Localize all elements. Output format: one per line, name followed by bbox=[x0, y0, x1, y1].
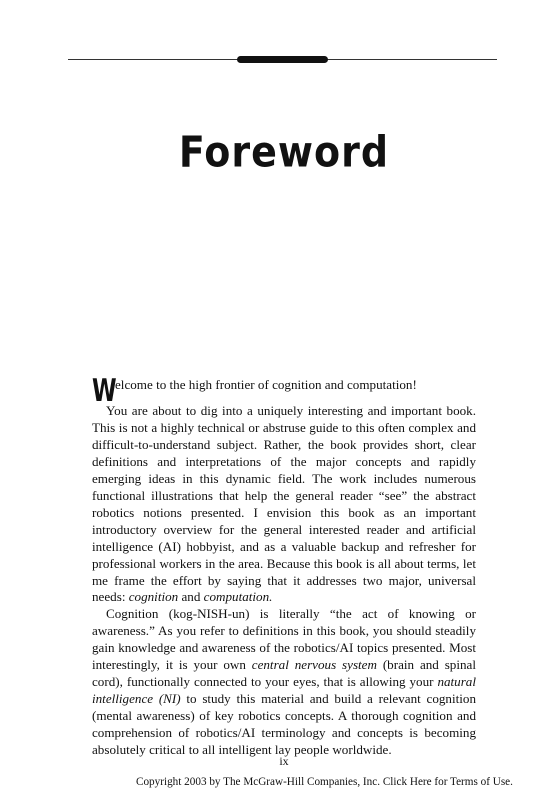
paragraph-2-conjunction: and bbox=[178, 589, 204, 605]
header-rule-tab bbox=[237, 56, 328, 63]
emphasis-central-nervous-system: central nervous system bbox=[251, 657, 377, 673]
copyright-text: Copyright 2003 by The McGraw-Hill Companies, Inc. bbox=[136, 776, 383, 788]
terms-of-use-link[interactable]: Click Here for Terms of Use. bbox=[382, 776, 513, 788]
body-text bbox=[92, 373, 476, 759]
paragraph-3-text-3: to study this material and build a relevant cognition (mental awareness) of key robotics concepts. A thorough cognition and comprehension of robotics/AI terminology and concepts is becoming absolutely critical to all intelligent lay people worldwide. bbox=[92, 691, 476, 758]
paragraph-3-text: Cognition (kog-NISH-un) is literally “the act of knowing or awareness.” As you refer to definitions in this book, you should steadily gain knowledge and awareness of the robotics/AI topics presented. Most interestingly, it is your own bbox=[92, 606, 476, 673]
paragraph-1-text: elcome to the high frontier of cognition and computation! bbox=[115, 377, 417, 392]
page-number: ix bbox=[279, 754, 289, 768]
paragraph-2-text: You are about to dig into a uniquely interesting and important book. This is not a highly technical or abstruse guide to this often complex and difficult-to-understand subject. Rather, the book provides short, clear definitions and interpretations of the major concepts and rapidly emerging ideas in this dynamic field. The work includes numerous functional illustrations that help the general reader “see” the abstract robotics notions presented. I envision this book as an important introductory overview for the general interested reader and artificial intelligence (AI) hobbyist, and as a valuable backup and refresher for professional workers in the area. Because this book is all about terms, let me frame the effort by saying that it addresses two major, universal needs: bbox=[92, 403, 476, 605]
paragraph-2 bbox=[92, 403, 476, 606]
emphasis-computation: computation. bbox=[203, 589, 273, 605]
paragraph-1 bbox=[92, 373, 476, 409]
emphasis-cognition: cognition bbox=[128, 589, 179, 605]
drop-cap: W bbox=[92, 373, 117, 409]
chapter-title: Foreword bbox=[178, 127, 390, 177]
paragraph-3-text-2: (brain and spinal cord), functionally connected to your eyes, that is allowing your bbox=[92, 657, 476, 690]
copyright-footer bbox=[136, 776, 513, 788]
paragraph-3 bbox=[92, 606, 476, 759]
emphasis-natural-intelligence: natural intelligence (NI) bbox=[92, 674, 476, 707]
